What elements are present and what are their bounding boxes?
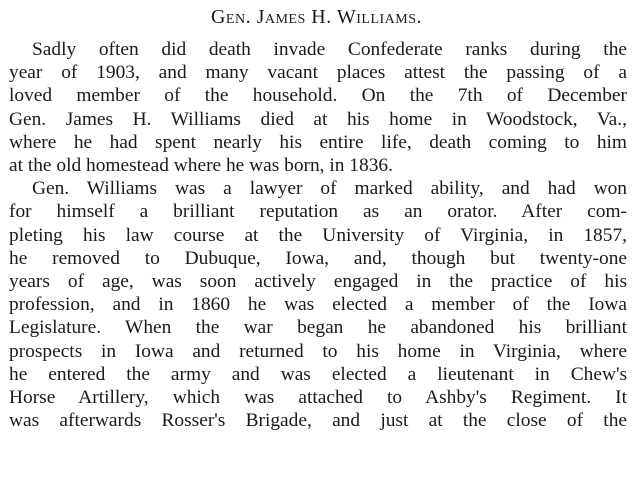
article-body (9, 38, 627, 432)
text-line: he entered the army and was elected a lieutenant in Chew's (9, 363, 627, 385)
text-line: profession, and in 1860 he was elected a member of the Iowa (9, 294, 627, 316)
text-line: he removed to Dubuque, Iowa, and, though but twenty-one (9, 247, 627, 269)
text-line: prospects in Iowa and returned to his home in Virginia, where (9, 340, 627, 362)
text-line: Gen. Williams was a lawyer of marked ability, and had won (32, 178, 627, 200)
text-line: was afterwards Rosser's Brigade, and just at the close of the (9, 410, 627, 432)
text-line: for himself a brilliant reputation as an orator. After com- (9, 201, 627, 223)
text-line: loved member of the household. On the 7th of December (9, 85, 627, 107)
text-line: Legislature. When the war began he abandoned his brilliant (9, 317, 627, 339)
text-line: Sadly often did death invade Confederate ranks during the (32, 39, 627, 60)
paragraph-2 (9, 177, 627, 432)
text-line: at the old homestead where he was born, in 1836. (9, 155, 393, 177)
article-title: Gen. James H. Williams. (210, 6, 423, 28)
text-line: year of 1903, and many vacant places attest the passing of a (9, 62, 627, 84)
paragraph-1 (9, 38, 627, 177)
text-line: pleting his law course at the University of Virginia, in 1857, (9, 224, 627, 246)
text-line: years of age, was soon actively engaged in the practice of his (9, 271, 627, 293)
text-line: Horse Artillery, which was attached to Ashby's Regiment. It (9, 387, 627, 409)
text-line: where he had spent nearly his entire life, death coming to him (9, 131, 627, 153)
text-line: Gen. James H. Williams died at his home in Woodstock, Va., (9, 108, 627, 130)
